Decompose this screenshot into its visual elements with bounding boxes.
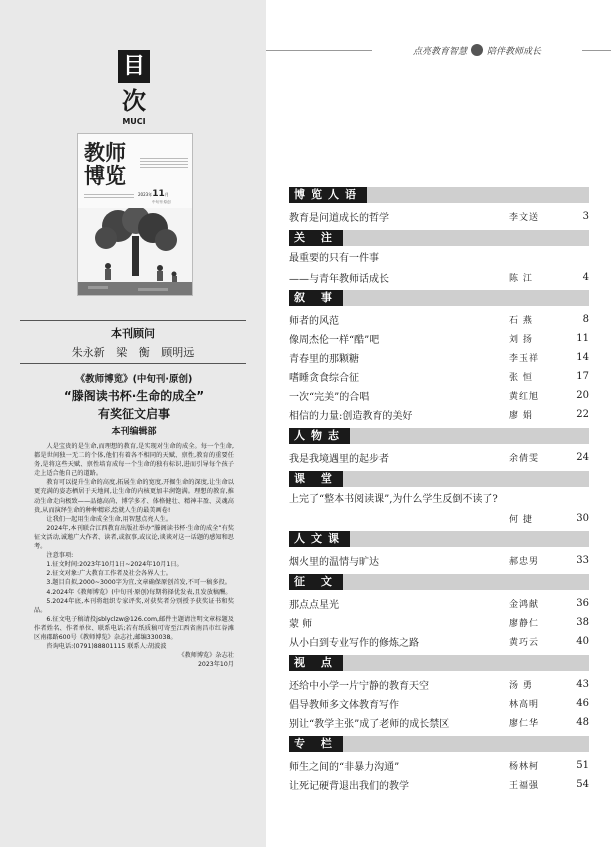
toc-entry[interactable]: 像周杰伦一样“酷”吧 刘 扬 11	[289, 333, 589, 346]
advisors-title: 本刊顾问	[111, 327, 155, 340]
notice-rules-heading: 注意事项:	[46, 552, 74, 560]
toc-entry[interactable]: 师者的风范 石 燕 8	[289, 314, 589, 327]
notice-body	[34, 442, 234, 669]
section-header: 关 注	[289, 230, 589, 246]
toc-entry[interactable]: 最重要的只有一件事 ——与青年教师话成长 陈 江 4	[289, 253, 589, 285]
toc-entry[interactable]: 别让“教学主张”成了老师的成长禁区 廖仁华 48	[289, 717, 589, 730]
section-header: 人物志	[289, 428, 589, 444]
toc-entry[interactable]: 让死记硬背退出我们的教学 王福强 54	[289, 779, 589, 792]
advisors-names: 朱永新 梁 衡 顾明远	[71, 346, 195, 359]
section-header: 人文课	[289, 531, 589, 547]
notice-title: “滕阁读书杯·生命的成全”	[63, 389, 205, 403]
slogan	[372, 40, 582, 60]
notice-rule: 2.征文对象:广大教育工作者及社会各界人士。	[46, 570, 172, 578]
cover-illustration	[78, 208, 193, 296]
toc-heading-pinyin: MUCI	[122, 117, 146, 126]
notice-paragraph: 2024年,本刊联合江西教育出版社举办“滕阁读书杯·生命的成全”有奖征文活动,诚邀广大作者、读者,或叙事,或议论,谈谈对这一话题的感知和思考。	[34, 524, 234, 551]
toc-heading-mu: 目	[118, 50, 150, 83]
notice-rule: 4.2024年《教师博览》(中旬刊·原创)每期将择优发表,且发放稿酬。	[46, 588, 232, 596]
notice-rule: 6.征文电子稿请投jsblyclzw@126.com,邮件主题请注明文章标题及作者姓名、作者单位、联系电话;若有纸质稿可寄至江西省南昌市红谷滩区南郡路600号《教师博览》杂志社,邮编330038。	[34, 615, 234, 641]
toc-entry[interactable]: 倡导教师多文体教育写作 林高明 46	[289, 698, 589, 711]
sidebar	[0, 0, 266, 847]
toc-entry[interactable]: 烟火里的温情与旷达 郝忠男 33	[289, 555, 589, 568]
divider	[20, 320, 246, 321]
notice-paragraph: 让我们一起用生命成全生命,用智慧点亮人生。	[46, 515, 173, 523]
notice-paragraph: 人是宝贵的是生命,而理想的教育,是实现对生命的成全。每一个生命,都是世间独一无二的个体,他们有着各不相同的天赋、禀性,教育的重要任务,是将这些天赋、禀性培育成每一个生命的独有标识,进而引导每个孩子走上适合他自己的道路。	[34, 443, 234, 478]
toc-entry[interactable]: 师生之间的“非暴力沟通” 杨林柯 51	[289, 760, 589, 773]
section-header: 课 堂	[289, 471, 589, 487]
notice-contact: 咨询电话:(0791)88801115 联系人:胡波波	[46, 643, 167, 651]
logo-icon	[471, 44, 483, 56]
toc-entry[interactable]: 还给中小学一片宁静的教育天空 汤 勇 43	[289, 679, 589, 692]
notice-line1: 《教师博览》(中旬刊·原创)	[75, 374, 193, 385]
section-header: 专 栏	[289, 736, 589, 752]
section-header: 叙 事	[289, 290, 589, 306]
cover-small-text	[84, 192, 134, 200]
essay-contest-notice	[34, 371, 234, 669]
slogan-left: 点亮教育智慧	[412, 46, 467, 57]
toc-entry[interactable]: 嗜睡贪食综合征 张 恒 17	[289, 371, 589, 384]
cover-side-text	[140, 156, 188, 170]
cover-title: 教师博览	[84, 141, 126, 188]
toc-entry[interactable]: 教育是问道成长的哲学 李文送 3	[289, 211, 589, 224]
notice-rule: 5.2024年底,本刊将组织专家评奖,对获奖者分别授予获奖证书和奖品。	[34, 597, 234, 614]
toc-entry[interactable]: 相信的力量:创造教育的美好 廖 娟 22	[289, 409, 589, 422]
notice-rule: 1.征文时间:2023年10月1日~2024年10月1日。	[46, 561, 183, 569]
toc-entry[interactable]: 从小白到专业写作的修炼之路 黄巧云 40	[289, 636, 589, 649]
toc-entry[interactable]: 一次“完美”的合唱 黄红旭 20	[289, 390, 589, 403]
notice-paragraph: 教育可以提升生命的高度,拓展生命的宽度,开掘生命的深度,让生命以更充满的姿态栖居于天地间,让生命的内核更加丰润饱满。理想的教育,推动生命走向极致——品德高尚、博学多才、体格健壮、精神丰盈、灵魂高贵,从而演绎生命的种种精彩,绘就人生的最美画卷!	[34, 479, 234, 514]
notice-signature: 《教师博览》杂志社	[178, 652, 234, 660]
notice-rule: 3.题目自拟,2000~3000字为宜,文章确保原创首发,不可一稿多投。	[46, 579, 231, 587]
toc-entry[interactable]: 那点点星光 金鸿献 36	[289, 598, 589, 611]
notice-issuer: 本刊编辑部	[111, 427, 157, 437]
section-header: 博览人语	[289, 187, 589, 203]
toc-entry[interactable]: 上完了“整本书阅读课”,为什么学生反倒不读了? 何 捷 30	[289, 494, 589, 525]
toc-entry[interactable]: 蒙 师 廖静仁 38	[289, 617, 589, 630]
toc-heading-ci: 次	[122, 87, 146, 115]
cover-issue: 2023年11月	[138, 189, 169, 199]
notice-subtitle: 有奖征文启事	[97, 407, 170, 421]
toc-entry[interactable]: 我是我境遇里的起步者 余倩雯 24	[289, 452, 589, 465]
section-header: 视 点	[289, 655, 589, 671]
toc-entry[interactable]: 青春里的那颗糖 李玉祥 14	[289, 352, 589, 365]
notice-date: 2023年10月	[198, 661, 234, 669]
table-of-contents	[289, 187, 589, 794]
magazine-cover	[77, 133, 193, 296]
section-header: 征 文	[289, 574, 589, 590]
cover-issue-sub: 中旬刊·原创	[152, 200, 171, 204]
slogan-right: 陪伴教师成长	[487, 46, 542, 57]
divider	[20, 363, 246, 364]
